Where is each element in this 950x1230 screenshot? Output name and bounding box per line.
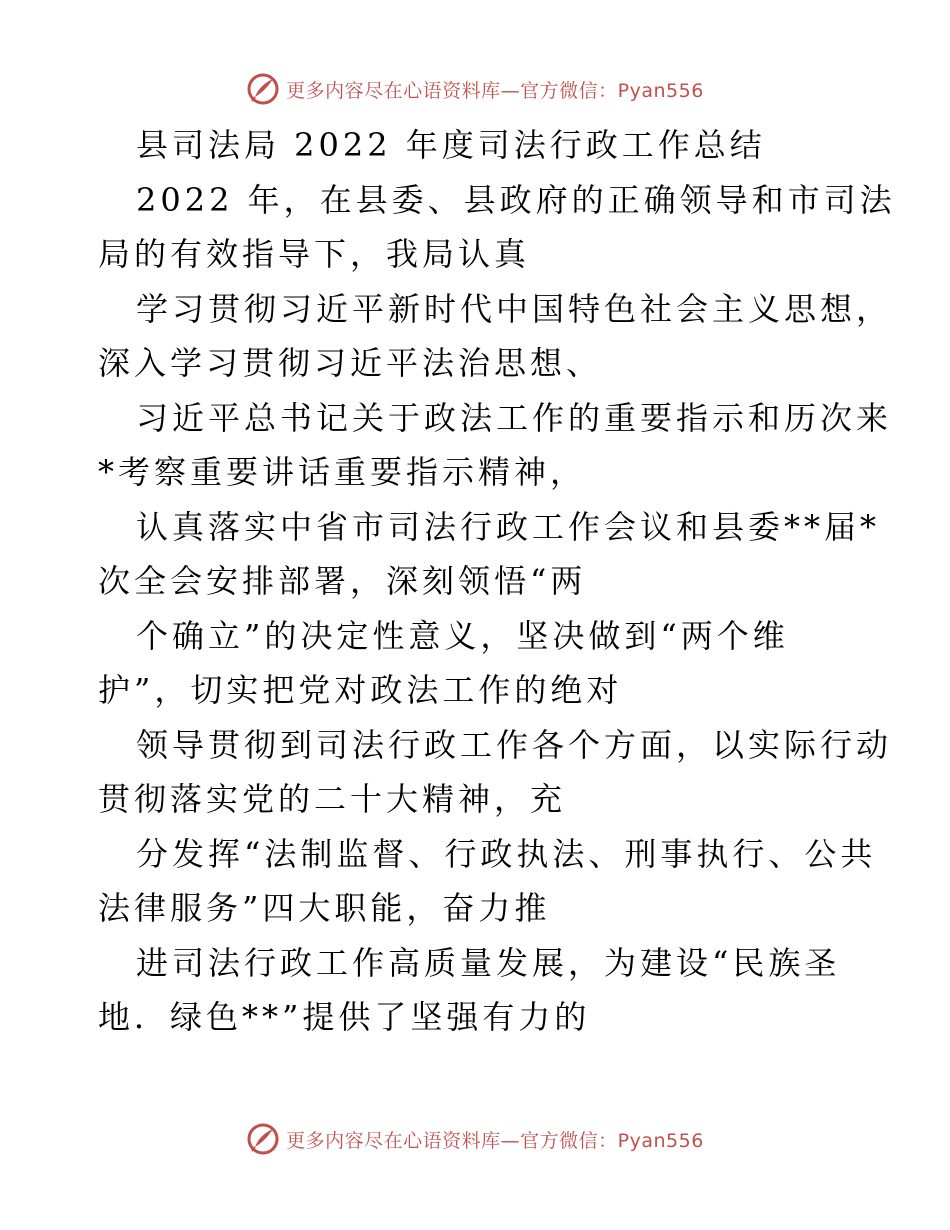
- paragraph-line: 学习贯彻习近平新时代中国特色社会主义思想，: [136, 289, 893, 328]
- document-title: 县司法局 2022 年度司法行政工作总结: [136, 126, 766, 164]
- paragraph-line: 深入学习贯彻习近平法治思想、: [98, 344, 603, 382]
- paragraph-line: 次全会安排部署，深刻领悟“两: [98, 562, 587, 600]
- paragraph-line: 局的有效指导下，我局认真: [98, 235, 531, 273]
- document-body: [98, 118, 896, 1045]
- paragraph-line: 贯彻落实党的二十大精神，充: [98, 780, 567, 818]
- watermark-text: 更多内容尽在心语资料库—官方微信：Pyan556: [286, 79, 704, 102]
- paragraph-line: 个确立”的决定性意义，坚决做到“两个维: [136, 616, 789, 655]
- paragraph-line: 护”，切实把党对政法工作的绝对: [98, 671, 623, 709]
- watermark-text: 更多内容尽在心语资料库—官方微信：Pyan556: [286, 1129, 704, 1152]
- paragraph-line: 认真落实中省市司法行政工作会议和县委**届*: [136, 507, 881, 546]
- paragraph-line: *考察重要讲话重要指示精神，: [98, 453, 587, 491]
- feather-logo-icon: [246, 1122, 280, 1156]
- paragraph-line: 2022 年，在县委、县政府的正确领导和市司法: [136, 180, 896, 219]
- paragraph-line: 分发挥“法制监督、行政执法、刑事执行、公共: [136, 834, 877, 873]
- paragraph-line: 地．绿色**”提供了坚强有力的: [98, 998, 591, 1036]
- paragraph-line: 法律服务”四大职能，奋力推: [98, 889, 551, 927]
- header-watermark: [0, 72, 950, 106]
- footer-watermark: [0, 1122, 950, 1156]
- feather-logo-icon: [246, 72, 280, 106]
- paragraph-line: 习近平总书记关于政法工作的重要指示和历次来: [136, 398, 893, 437]
- paragraph-line: 进司法行政工作高质量发展，为建设“民族圣: [136, 943, 841, 982]
- paragraph-line: 领导贯彻到司法行政工作各个方面，以实际行动: [136, 725, 893, 764]
